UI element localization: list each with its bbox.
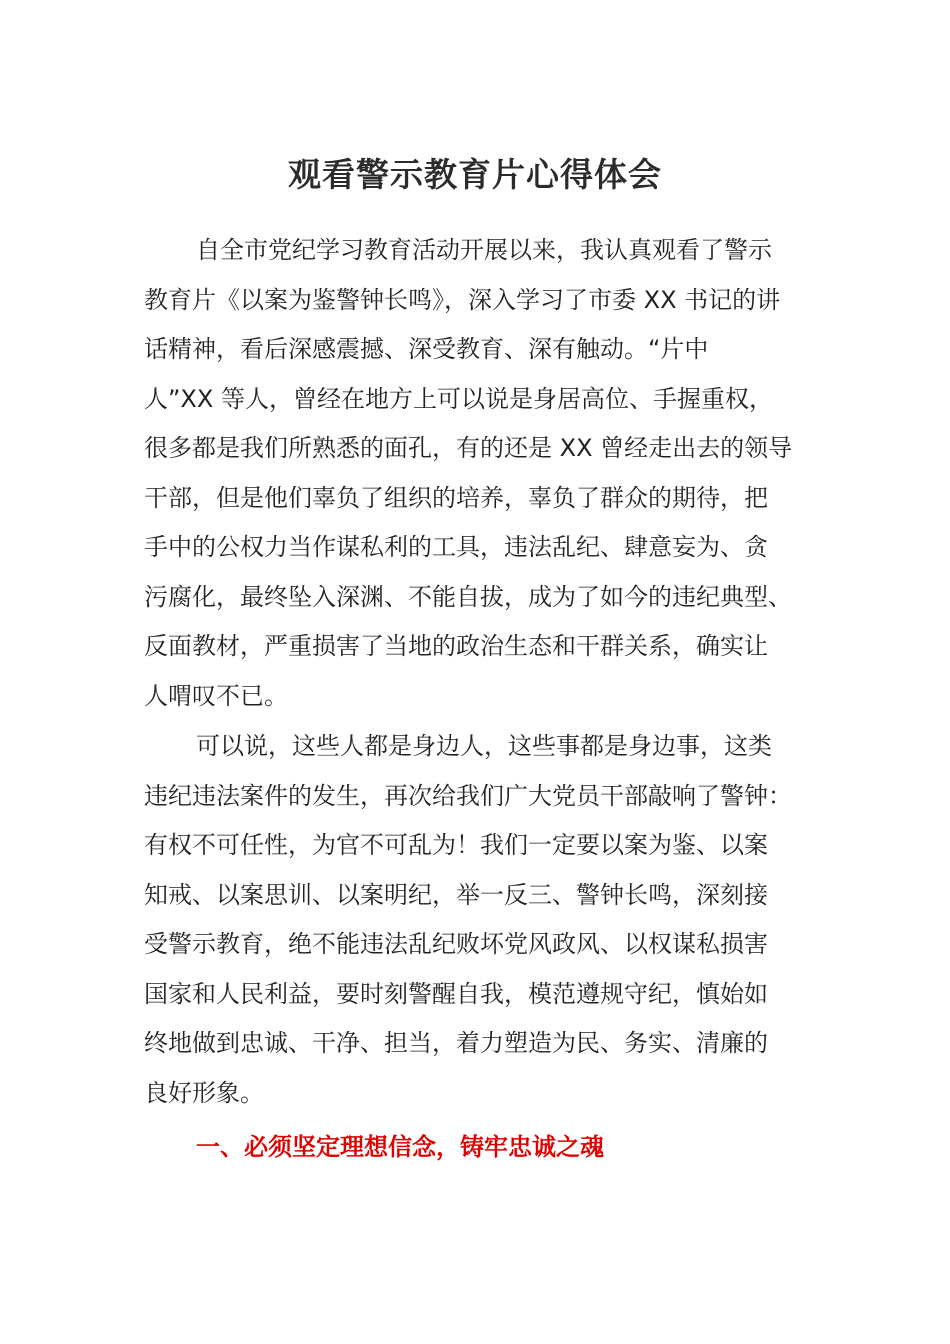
- paragraph-line: 反面教材，严重损害了当地的政治生态和干群关系，确实让: [144, 632, 768, 660]
- paragraph-line: 有权不可任性，为官不可乱为！我们一定要以案为鉴、以案: [144, 831, 768, 859]
- paragraph-line: 污腐化，最终坠入深渊、不能自拔，成为了如今的违纪典型、: [144, 582, 792, 611]
- section-heading: 一、必须坚定理想信念，铸牢忠诚之魂: [196, 1133, 604, 1161]
- paragraph-line: 很多都是我们所熟悉的面孔，有的还是 XX 曾经走出去的领导: [144, 434, 793, 462]
- paragraph-line: 违纪违法案件的发生，再次给我们广大党员干部敲响了警钟：: [144, 781, 792, 810]
- paragraph-line: 话精神，看后深感震撼、深受教育、深有触动。“片中: [144, 335, 709, 363]
- paragraph-line: 人”XX 等人，曾经在地方上可以说是身居高位、手握重权，: [144, 384, 773, 413]
- paragraph-line: 干部，但是他们辜负了组织的培养，辜负了群众的期待，把: [144, 483, 768, 512]
- paragraph-line: 教育片《以案为鉴警钟长鸣》，深入学习了市委 XX 书记的讲: [144, 285, 781, 314]
- paragraph-2: [144, 722, 814, 1118]
- paragraph-line: 受警示教育，绝不能违法乱纪败坏党风政风、以权谋私损害: [144, 930, 768, 958]
- paragraph-line: 知戒、以案思训、以案明纪，举一反三、警钟长鸣，深刻接: [144, 880, 768, 909]
- paragraph-line: 可以说，这些人都是身边人，这些事都是身边事，这类: [196, 732, 772, 760]
- paragraph-1: [144, 226, 814, 721]
- document-title: 观看警示教育片心得体会: [288, 155, 662, 194]
- paragraph-line: 人喟叹不已。: [144, 681, 288, 710]
- paragraph-line: 终地做到忠诚、干净、担当，着力塑造为民、务实、清廉的: [144, 1029, 768, 1057]
- paragraph-line: 良好形象。: [144, 1078, 264, 1107]
- paragraph-line: 手中的公权力当作谋私利的工具，违法乱纪、肆意妄为、贪: [144, 533, 768, 561]
- paragraph-line: 自全市党纪学习教育活动开展以来，我认真观看了警示: [196, 236, 772, 264]
- paragraph-line: 国家和人民利益，要时刻警醒自我，模范遵规守纪，慎始如: [144, 979, 768, 1008]
